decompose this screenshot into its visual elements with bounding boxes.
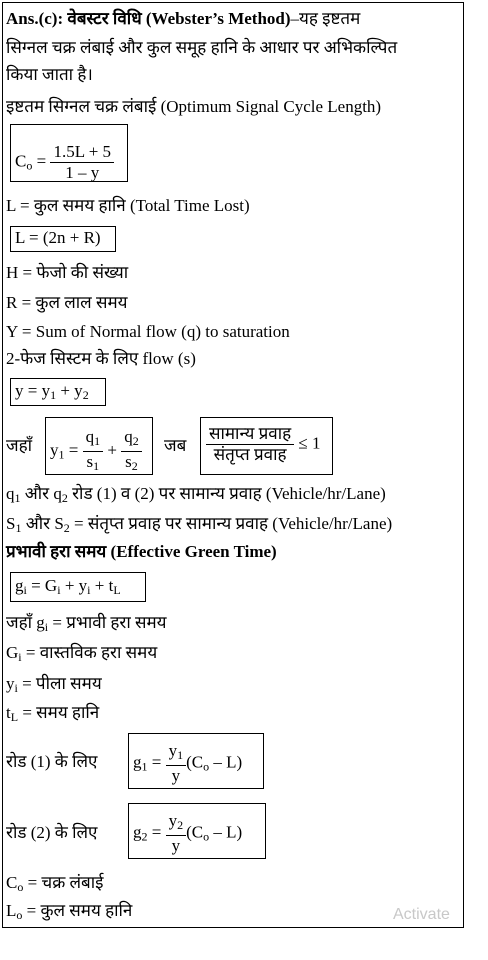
intro-rest: –यह इष्टतम (290, 9, 361, 28)
q-line-q2-sub: 2 (61, 491, 68, 505)
s2-symbol: s (125, 452, 132, 471)
gi-definition (6, 612, 167, 638)
q-line (6, 483, 386, 509)
s2-den (122, 452, 141, 476)
Gi-def-b: = वास्तविक हरा समय (21, 643, 158, 662)
y-formula-box (10, 378, 106, 406)
road1-end: – L) (209, 752, 243, 772)
tL-definition (6, 702, 99, 728)
road1-formula: $g_1$ = $\frac{y_1}{y}$ $(C_o - L)$ (133, 741, 243, 785)
egt-heading: प्रभावी हरा समय (Effective Green Time) (6, 542, 277, 561)
Lo-definition (6, 900, 132, 926)
intro-line-1 (6, 8, 360, 30)
y1-sub: 1 (58, 447, 65, 462)
Co-def-a: C (6, 873, 18, 892)
s-line-and: और S (21, 514, 64, 533)
road2-g-sub: 2 (141, 829, 148, 844)
optimum-heading: इष्टतम सिग्नल चक्र लंबाई (Optimum Signal Cycle Length) (6, 97, 382, 116)
gi-formula-box (10, 572, 146, 602)
road1-g-sub: 1 (141, 759, 148, 774)
method-title: वेबस्टर विधि (Webster’s Method) (67, 9, 291, 28)
s-line-rest: = संतृप्त प्रवाह पर सामान्य प्रवाह (Vehicle/hr/Lane) (69, 514, 393, 533)
q-line-rest: रोड (1) व (2) पर सामान्य प्रवाह (Vehicle/hr/Lane) (67, 484, 386, 503)
gi-def-i: i (44, 620, 49, 634)
s-line-s1: S (6, 514, 16, 533)
Gi-definition (6, 642, 157, 668)
Co-def-b: = चक्र लंबाई (23, 873, 104, 892)
ratio-le-one: ≤ 1 (298, 433, 321, 453)
gi-i2: i (57, 583, 61, 597)
y-formula (15, 381, 89, 403)
q1-sub: 1 (94, 434, 101, 448)
q2-s2-fraction (121, 427, 142, 476)
L-definition: L = कुल समय हानि (Total Time Lost) (6, 196, 250, 215)
s-line-s2-sub: 2 (63, 521, 70, 535)
ratio-box (200, 417, 333, 475)
gi-eq: = G (26, 576, 58, 595)
gi-p1: + y (60, 576, 88, 595)
Lo-def-a: L (6, 901, 17, 920)
gi-formula (15, 576, 121, 598)
road2-num-sub: 2 (177, 818, 184, 832)
s-line (6, 513, 392, 539)
tL-def-b: = समय हानि (18, 703, 100, 722)
ratio-denominator: संतृप्त प्रवाह (213, 445, 287, 464)
answer-label: Ans.(c): (6, 9, 64, 28)
where-label: जहाँ (6, 436, 33, 455)
road1-fraction (166, 741, 187, 786)
q-line-q1: q (6, 484, 15, 503)
road1-num-sub: 1 (177, 748, 184, 762)
yi-definition (6, 673, 102, 699)
co-fraction (50, 142, 114, 183)
gi-i: i (23, 583, 27, 597)
R-definition: R = कुल लाल समय (6, 293, 128, 312)
gi-def-a: जहाँ g (6, 613, 45, 632)
q2-symbol: q (124, 427, 133, 446)
L-formula: L = (2n + R) (15, 228, 101, 247)
co-numerator: 1.5L + 5 (50, 142, 114, 163)
road1-formula-box (128, 733, 264, 789)
yi-def-a: y (6, 674, 15, 693)
gi-p2: + t (90, 576, 114, 595)
q1-symbol: q (85, 427, 95, 446)
jab-label: जब (164, 436, 187, 455)
Co-def-sub: o (17, 880, 24, 894)
co-symbol: C (15, 151, 27, 171)
co-formula: $C_o$ = $\frac{1.5L + 5}{1 - y}$ (15, 142, 114, 183)
q-line-and: और q (20, 484, 62, 503)
s1-sub: 1 (93, 459, 100, 473)
ratio-numerator: सामान्य प्रवाह (206, 424, 294, 445)
road2-fraction (166, 811, 187, 856)
road2-rest: (C (186, 822, 204, 842)
Lo-def-sub: o (16, 908, 23, 922)
y1-formula-box (45, 417, 153, 475)
activate-watermark: Activate (393, 906, 450, 923)
H-definition: H = फेजो की संख्या (6, 263, 129, 282)
q2-num (121, 427, 142, 452)
y1-formula: $y_1$ = $\frac{q_1}{s_1}$ + $\frac{q_2}{s_2}$ (50, 427, 142, 476)
yi-def-b: = पीला समय (17, 674, 102, 693)
road2-formula: $g_2$ = $\frac{y_2}{y}$ $(C_o - L)$ (133, 811, 243, 855)
yi-def-i: i (14, 681, 18, 695)
q1-s1-fraction (83, 427, 104, 476)
s1-den (84, 452, 103, 476)
intro-line-3: किया जाता है। (6, 65, 93, 84)
y1-symbol: y (50, 440, 59, 460)
road1-label: रोड (1) के लिए (6, 752, 98, 771)
y-mid: + y (56, 381, 83, 400)
road2-num (166, 811, 187, 836)
y-sub-2: 2 (82, 388, 89, 402)
ratio-formula (206, 424, 321, 465)
y-sub-1: 1 (50, 388, 57, 402)
road2-label: रोड (2) के लिए (6, 823, 98, 842)
road2-den: y (171, 836, 181, 855)
two-phase-line: 2-फेज सिस्टम के लिए flow (s) (6, 349, 196, 368)
Gi-def-a: G (6, 643, 19, 662)
gi-i3: i (87, 583, 91, 597)
gi-g: g (15, 576, 24, 595)
Gi-def-i: i (18, 650, 22, 664)
road1-rest: (C (186, 752, 204, 772)
q1-num (83, 427, 104, 452)
co-formula-box (10, 124, 128, 182)
q-line-q1-sub: 1 (14, 491, 21, 505)
s1-symbol: s (86, 452, 94, 471)
road2-end: – L) (209, 822, 243, 842)
Lo-def-b: = कुल समय हानि (22, 901, 133, 920)
road2-c-sub: o (203, 829, 210, 844)
s2-sub: 2 (131, 459, 138, 473)
road2-formula-box (128, 803, 266, 859)
road1-c-sub: o (203, 759, 210, 774)
flow-ratio-fraction (206, 424, 294, 465)
y-lhs: y = y (15, 381, 51, 400)
q2-sub: 2 (132, 434, 139, 448)
co-denominator: 1 – y (65, 163, 100, 182)
tL-def-a: t (6, 703, 11, 722)
road2-num-y: y (168, 811, 178, 830)
L-formula-box (10, 226, 116, 252)
road1-den: y (171, 766, 181, 785)
intro-line-2: सिग्नल चक्र लंबाई और कुल समूह हानि के आधार पर अभिकल्पित (6, 38, 398, 57)
co-subscript: o (26, 158, 33, 173)
Y-definition: Y = Sum of Normal flow (q) to saturation (6, 322, 290, 341)
tL-def-L: L (10, 710, 19, 724)
gi-L: L (113, 583, 121, 597)
road1-num-y: y (168, 741, 178, 760)
s-line-s1-sub: 1 (15, 521, 22, 535)
gi-def-b: = प्रभावी हरा समय (48, 613, 167, 632)
road2-g: g (133, 822, 142, 842)
road1-g: g (133, 752, 142, 772)
road1-num (166, 741, 187, 766)
Co-definition (6, 872, 104, 898)
